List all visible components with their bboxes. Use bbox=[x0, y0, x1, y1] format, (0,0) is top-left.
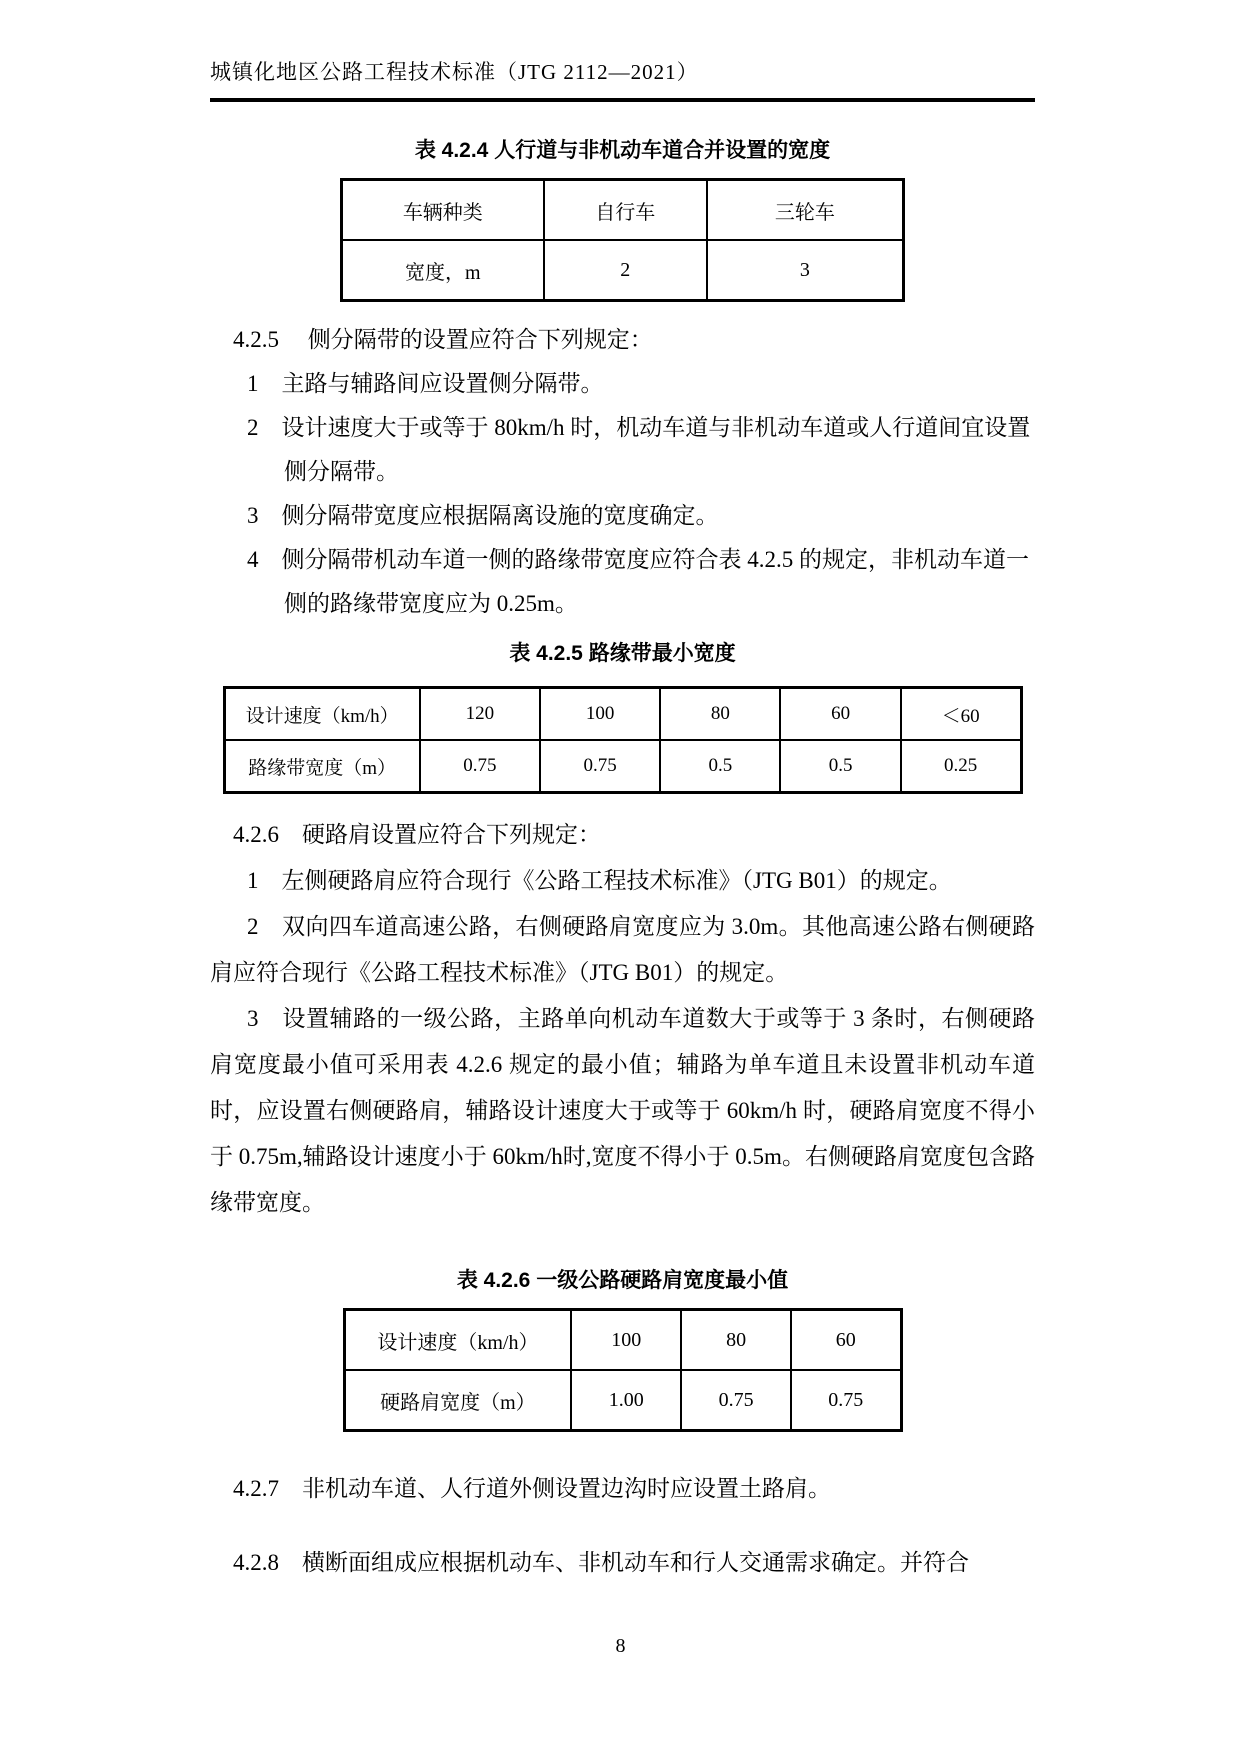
section-4-2-5-item-3: 3 侧分隔带宽度应根据隔离设施的宽度确定。 bbox=[247, 503, 719, 528]
table-header-row bbox=[224, 688, 1021, 741]
table-cell: 0.25 bbox=[901, 740, 1021, 793]
table-4-2-6 bbox=[343, 1308, 903, 1432]
table-header-cell: 100 bbox=[540, 688, 660, 741]
table-header-cell: 80 bbox=[681, 1310, 791, 1371]
table-cell: 0.5 bbox=[780, 740, 900, 793]
table-cell: 路缘带宽度（m） bbox=[224, 740, 420, 793]
table-cell: 0.75 bbox=[791, 1370, 901, 1431]
table-header-cell: 100 bbox=[571, 1310, 681, 1371]
table-cell: 1.00 bbox=[571, 1370, 681, 1431]
section-4-2-6-heading: 4.2.6 硬路肩设置应符合下列规定： bbox=[233, 822, 601, 847]
table-4-2-4-body bbox=[342, 180, 904, 301]
section-4-2-7-heading: 4.2.7 非机动车道、人行道外侧设置边沟时应设置土路肩。 bbox=[233, 1476, 831, 1501]
table-cell: 3 bbox=[707, 240, 904, 301]
table-cell: 0.5 bbox=[660, 740, 780, 793]
section-4-2-6-item-3: 3 设置辅路的一级公路，主路单向机动车道数大于或等于 3 条时，右侧硬路肩宽度最小值可采用表 4.2.6 规定的最小值；辅路为单车道且未设置非机动车道时，应设置右侧硬路肩，辅路设计速度大于或等于 60km/h 时，硬路肩宽度不得小于 0.75m,辅路设计速度小于 60km/h时,宽度不得小于 0.5m。右侧硬路肩宽度包含路缘带宽度。 bbox=[210, 1006, 1036, 1215]
table-header-cell: 设计速度（km/h） bbox=[224, 688, 420, 741]
table-cell: 0.75 bbox=[540, 740, 660, 793]
page-header-title: 城镇化地区公路工程技术标准（JTG 2112—2021） bbox=[210, 60, 699, 84]
table-title-4-2-6: 表 4.2.6 一级公路硬路肩宽度最小值 bbox=[456, 1269, 789, 1292]
table-4-2-5 bbox=[223, 686, 1023, 794]
table-row bbox=[344, 1370, 901, 1431]
table-row bbox=[224, 740, 1021, 793]
section-4-2-5-item-2: 2 设计速度大于或等于 80km/h 时，机动车道与非机动车道或人行道间宜设置侧分隔带。 bbox=[247, 415, 1031, 484]
table-4-2-6-body bbox=[344, 1310, 901, 1431]
section-4-2-5 bbox=[210, 318, 1035, 626]
header-rule bbox=[210, 98, 1035, 102]
table-header-cell: 设计速度（km/h） bbox=[344, 1310, 571, 1371]
table-cell: 0.75 bbox=[420, 740, 540, 793]
table-header-cell: 车辆种类 bbox=[342, 180, 544, 241]
section-4-2-6 bbox=[210, 812, 1035, 1226]
table-title-4-2-5: 表 4.2.5 路缘带最小宽度 bbox=[509, 642, 736, 665]
table-title-4-2-4: 表 4.2.4 人行道与非机动车道合并设置的宽度 bbox=[414, 139, 831, 162]
table-header-cell: 80 bbox=[660, 688, 780, 741]
table-header-cell: 三轮车 bbox=[707, 180, 904, 241]
section-4-2-6-item-1: 1 左侧硬路肩应符合现行《公路工程技术标准》（JTG B01）的规定。 bbox=[247, 868, 952, 893]
page-number: 8 bbox=[615, 1635, 626, 1657]
table-header-row bbox=[344, 1310, 901, 1371]
section-4-2-8-heading: 4.2.8 横断面组成应根据机动车、非机动车和行人交通需求确定。并符合 bbox=[233, 1550, 969, 1575]
section-4-2-6-item-2: 2 双向四车道高速公路，右侧硬路肩宽度应为 3.0m。其他高速公路右侧硬路肩应符合现行《公路工程技术标准》（JTG B01）的规定。 bbox=[210, 914, 1035, 985]
table-cell: 宽度，m bbox=[342, 240, 544, 301]
section-4-2-5-item-1: 1 主路与辅路间应设置侧分隔带。 bbox=[247, 371, 604, 396]
table-header-cell: 120 bbox=[420, 688, 540, 741]
table-cell: 0.75 bbox=[681, 1370, 791, 1431]
section-4-2-5-heading: 4.2.5 侧分隔带的设置应符合下列规定： bbox=[233, 327, 653, 352]
section-4-2-5-item-4: 4 侧分隔带机动车道一侧的路缘带宽度应符合表 4.2.5 的规定，非机动车道一侧的路缘带宽度应为 0.25m。 bbox=[247, 547, 1029, 616]
table-cell: 2 bbox=[544, 240, 707, 301]
table-header-cell: 60 bbox=[791, 1310, 901, 1371]
table-row bbox=[342, 240, 904, 301]
table-cell: 硬路肩宽度（m） bbox=[344, 1370, 571, 1431]
table-4-2-4 bbox=[340, 178, 905, 302]
table-header-cell: 60 bbox=[780, 688, 900, 741]
table-header-cell: 自行车 bbox=[544, 180, 707, 241]
table-4-2-5-body bbox=[224, 688, 1021, 793]
table-header-row bbox=[342, 180, 904, 241]
table-header-cell: ＜60 bbox=[901, 688, 1021, 741]
